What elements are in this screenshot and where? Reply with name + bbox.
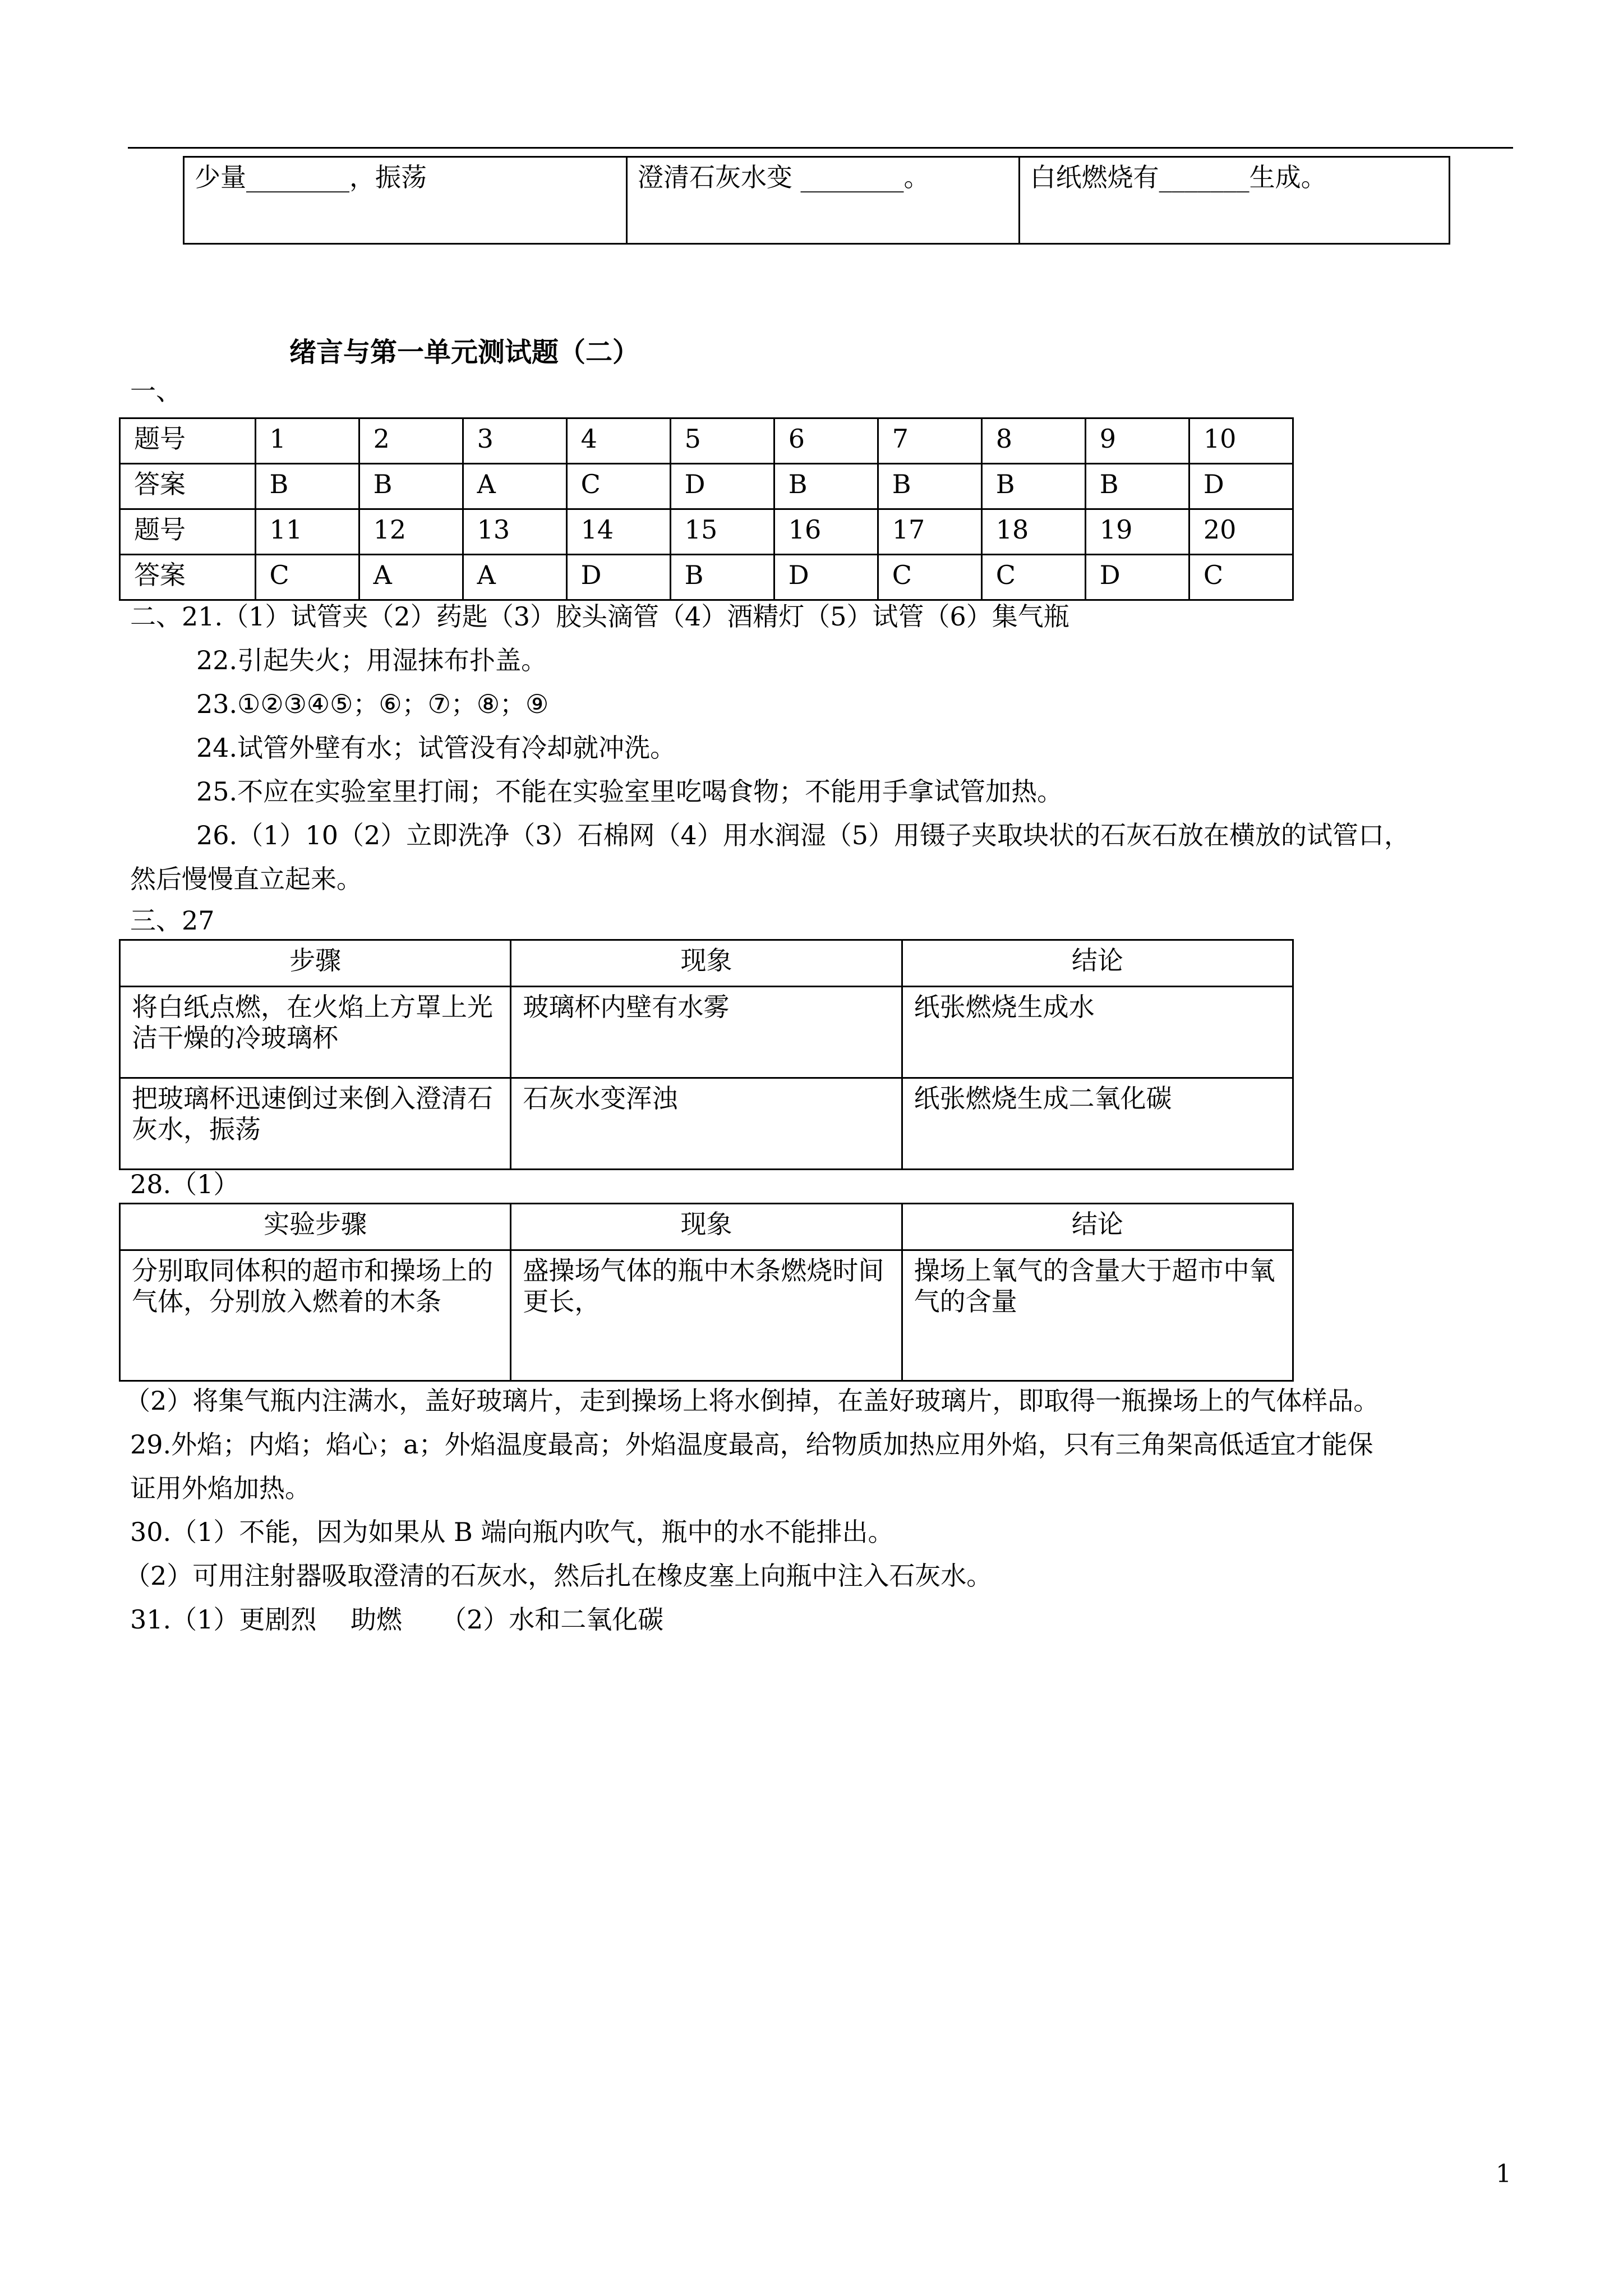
answer-30-1: 30.（1）不能，因为如果从 B 端向瓶内吹气，瓶中的水不能排出。 — [130, 1517, 894, 1547]
table-row — [120, 1250, 1293, 1381]
column-header: 步骤 — [120, 940, 511, 987]
question-number: 9 — [1085, 418, 1189, 464]
column-header: 结论 — [902, 1204, 1293, 1250]
question-number: 3 — [463, 418, 566, 464]
question-number: 8 — [981, 418, 1085, 464]
table-cell: 玻璃杯内壁有水雾 — [511, 987, 902, 1078]
table-cell: 澄清石灰水变 ________。 — [626, 157, 1019, 244]
question-number: 6 — [774, 418, 878, 464]
table-row — [120, 987, 1293, 1078]
question-number: 15 — [670, 509, 774, 555]
question-number: 10 — [1189, 418, 1293, 464]
experiment-table-27 — [119, 939, 1294, 1170]
answer-29-line1: 29.外焰；内焰；焰心；a；外焰温度最高；外焰温度最高，给物质加热应用外焰，只有三角架高低适宜才能保 — [130, 1429, 1373, 1460]
page-title: 绪言与第一单元测试题（二） — [289, 337, 640, 368]
question-number: 2 — [359, 418, 463, 464]
answer-cell: C — [981, 555, 1085, 600]
question-number: 1 — [255, 418, 359, 464]
table-row — [120, 418, 1293, 464]
answer-31: 31.（1）更剧烈 助燃 （2）水和二氧化碳 — [130, 1604, 664, 1635]
table-row — [120, 1078, 1293, 1170]
row-label: 答案 — [120, 464, 256, 509]
section-label: 一、 — [130, 376, 182, 406]
answer-22: 22.引起失火；用湿抹布扑盖。 — [196, 645, 547, 675]
table-row — [120, 464, 1293, 509]
column-header: 现象 — [511, 1204, 902, 1250]
answer-table — [119, 417, 1294, 601]
question-number: 16 — [774, 509, 878, 555]
answer-cell: C — [878, 555, 981, 600]
table-cell: 白纸燃烧有_______生成。 — [1019, 157, 1449, 244]
question-number: 14 — [566, 509, 670, 555]
answer-24: 24.试管外壁有水；试管没有冷却就冲洗。 — [196, 733, 676, 763]
answer-cell: D — [1189, 464, 1293, 509]
table-row — [184, 157, 1450, 244]
answer-29-line2: 证用外焰加热。 — [130, 1473, 311, 1503]
answer-28-2: （2）将集气瓶内注满水，盖好玻璃片，走到操场上将水倒掉，在盖好玻璃片，即取得一瓶操场上的气体样品。 — [125, 1386, 1380, 1416]
page-number: 1 — [1496, 2160, 1511, 2188]
table-header-row — [120, 940, 1293, 987]
column-header: 实验步骤 — [120, 1204, 511, 1250]
answer-23: 23.①②③④⑤；⑥；⑦；⑧；⑨ — [196, 689, 549, 719]
answer-cell: C — [566, 464, 670, 509]
question-number: 12 — [359, 509, 463, 555]
question-number: 17 — [878, 509, 981, 555]
table-cell: 操场上氧气的含量大于超市中氧气的含量 — [902, 1250, 1293, 1381]
answer-cell: D — [566, 555, 670, 600]
answer-cell: A — [463, 555, 566, 600]
question-27-label: 三、27 — [130, 905, 215, 936]
row-label: 题号 — [120, 418, 256, 464]
question-number: 20 — [1189, 509, 1293, 555]
row-label: 题号 — [120, 509, 256, 555]
column-header: 结论 — [902, 940, 1293, 987]
table-cell: 少量________，振荡 — [184, 157, 627, 244]
continued-experiment-table — [183, 156, 1450, 245]
table-cell: 分别取同体积的超市和操场上的气体，分别放入燃着的木条 — [120, 1250, 511, 1381]
answer-cell: B — [878, 464, 981, 509]
answer-cell: C — [1189, 555, 1293, 600]
header-rule — [128, 147, 1513, 149]
answer-26-line1: 26.（1）10（2）立即洗净（3）石棉网（4）用水润湿（5）用镊子夹取块状的石灰石放在横放的试管口， — [196, 820, 1410, 850]
answer-cell: B — [670, 555, 774, 600]
table-header-row — [120, 1204, 1293, 1250]
answer-cell: B — [255, 464, 359, 509]
answer-cell: A — [359, 555, 463, 600]
answer-30-2: （2）可用注射器吸取澄清的石灰水，然后扎在橡皮塞上向瓶中注入石灰水。 — [125, 1561, 993, 1591]
answer-cell: A — [463, 464, 566, 509]
table-row — [120, 555, 1293, 600]
question-number: 18 — [981, 509, 1085, 555]
question-number: 13 — [463, 509, 566, 555]
table-row — [120, 509, 1293, 555]
answer-26-line2: 然后慢慢直立起来。 — [130, 864, 362, 894]
answer-cell: B — [774, 464, 878, 509]
answer-21: 二、21.（1）试管夹（2）药匙（3）胶头滴管（4）酒精灯（5）试管（6）集气瓶 — [130, 601, 1069, 632]
table-cell: 石灰水变浑浊 — [511, 1078, 902, 1170]
answer-cell: B — [359, 464, 463, 509]
column-header: 现象 — [511, 940, 902, 987]
row-label: 答案 — [120, 555, 256, 600]
question-number: 11 — [255, 509, 359, 555]
question-number: 7 — [878, 418, 981, 464]
table-cell: 盛操场气体的瓶中木条燃烧时间更长， — [511, 1250, 902, 1381]
answer-cell: B — [1085, 464, 1189, 509]
answer-cell: C — [255, 555, 359, 600]
question-28-label: 28.（1） — [130, 1169, 239, 1199]
experiment-table-28 — [119, 1203, 1294, 1382]
question-number: 5 — [670, 418, 774, 464]
answer-cell: B — [981, 464, 1085, 509]
answer-cell: D — [774, 555, 878, 600]
question-number: 4 — [566, 418, 670, 464]
table-cell: 将白纸点燃，在火焰上方罩上光洁干燥的冷玻璃杯 — [120, 987, 511, 1078]
answer-cell: D — [1085, 555, 1189, 600]
question-number: 19 — [1085, 509, 1189, 555]
answer-cell: D — [670, 464, 774, 509]
table-cell: 把玻璃杯迅速倒过来倒入澄清石灰水，振荡 — [120, 1078, 511, 1170]
answer-25: 25.不应在实验室里打闹；不能在实验室里吃喝食物；不能用手拿试管加热。 — [196, 776, 1063, 807]
table-cell: 纸张燃烧生成水 — [902, 987, 1293, 1078]
table-cell: 纸张燃烧生成二氧化碳 — [902, 1078, 1293, 1170]
